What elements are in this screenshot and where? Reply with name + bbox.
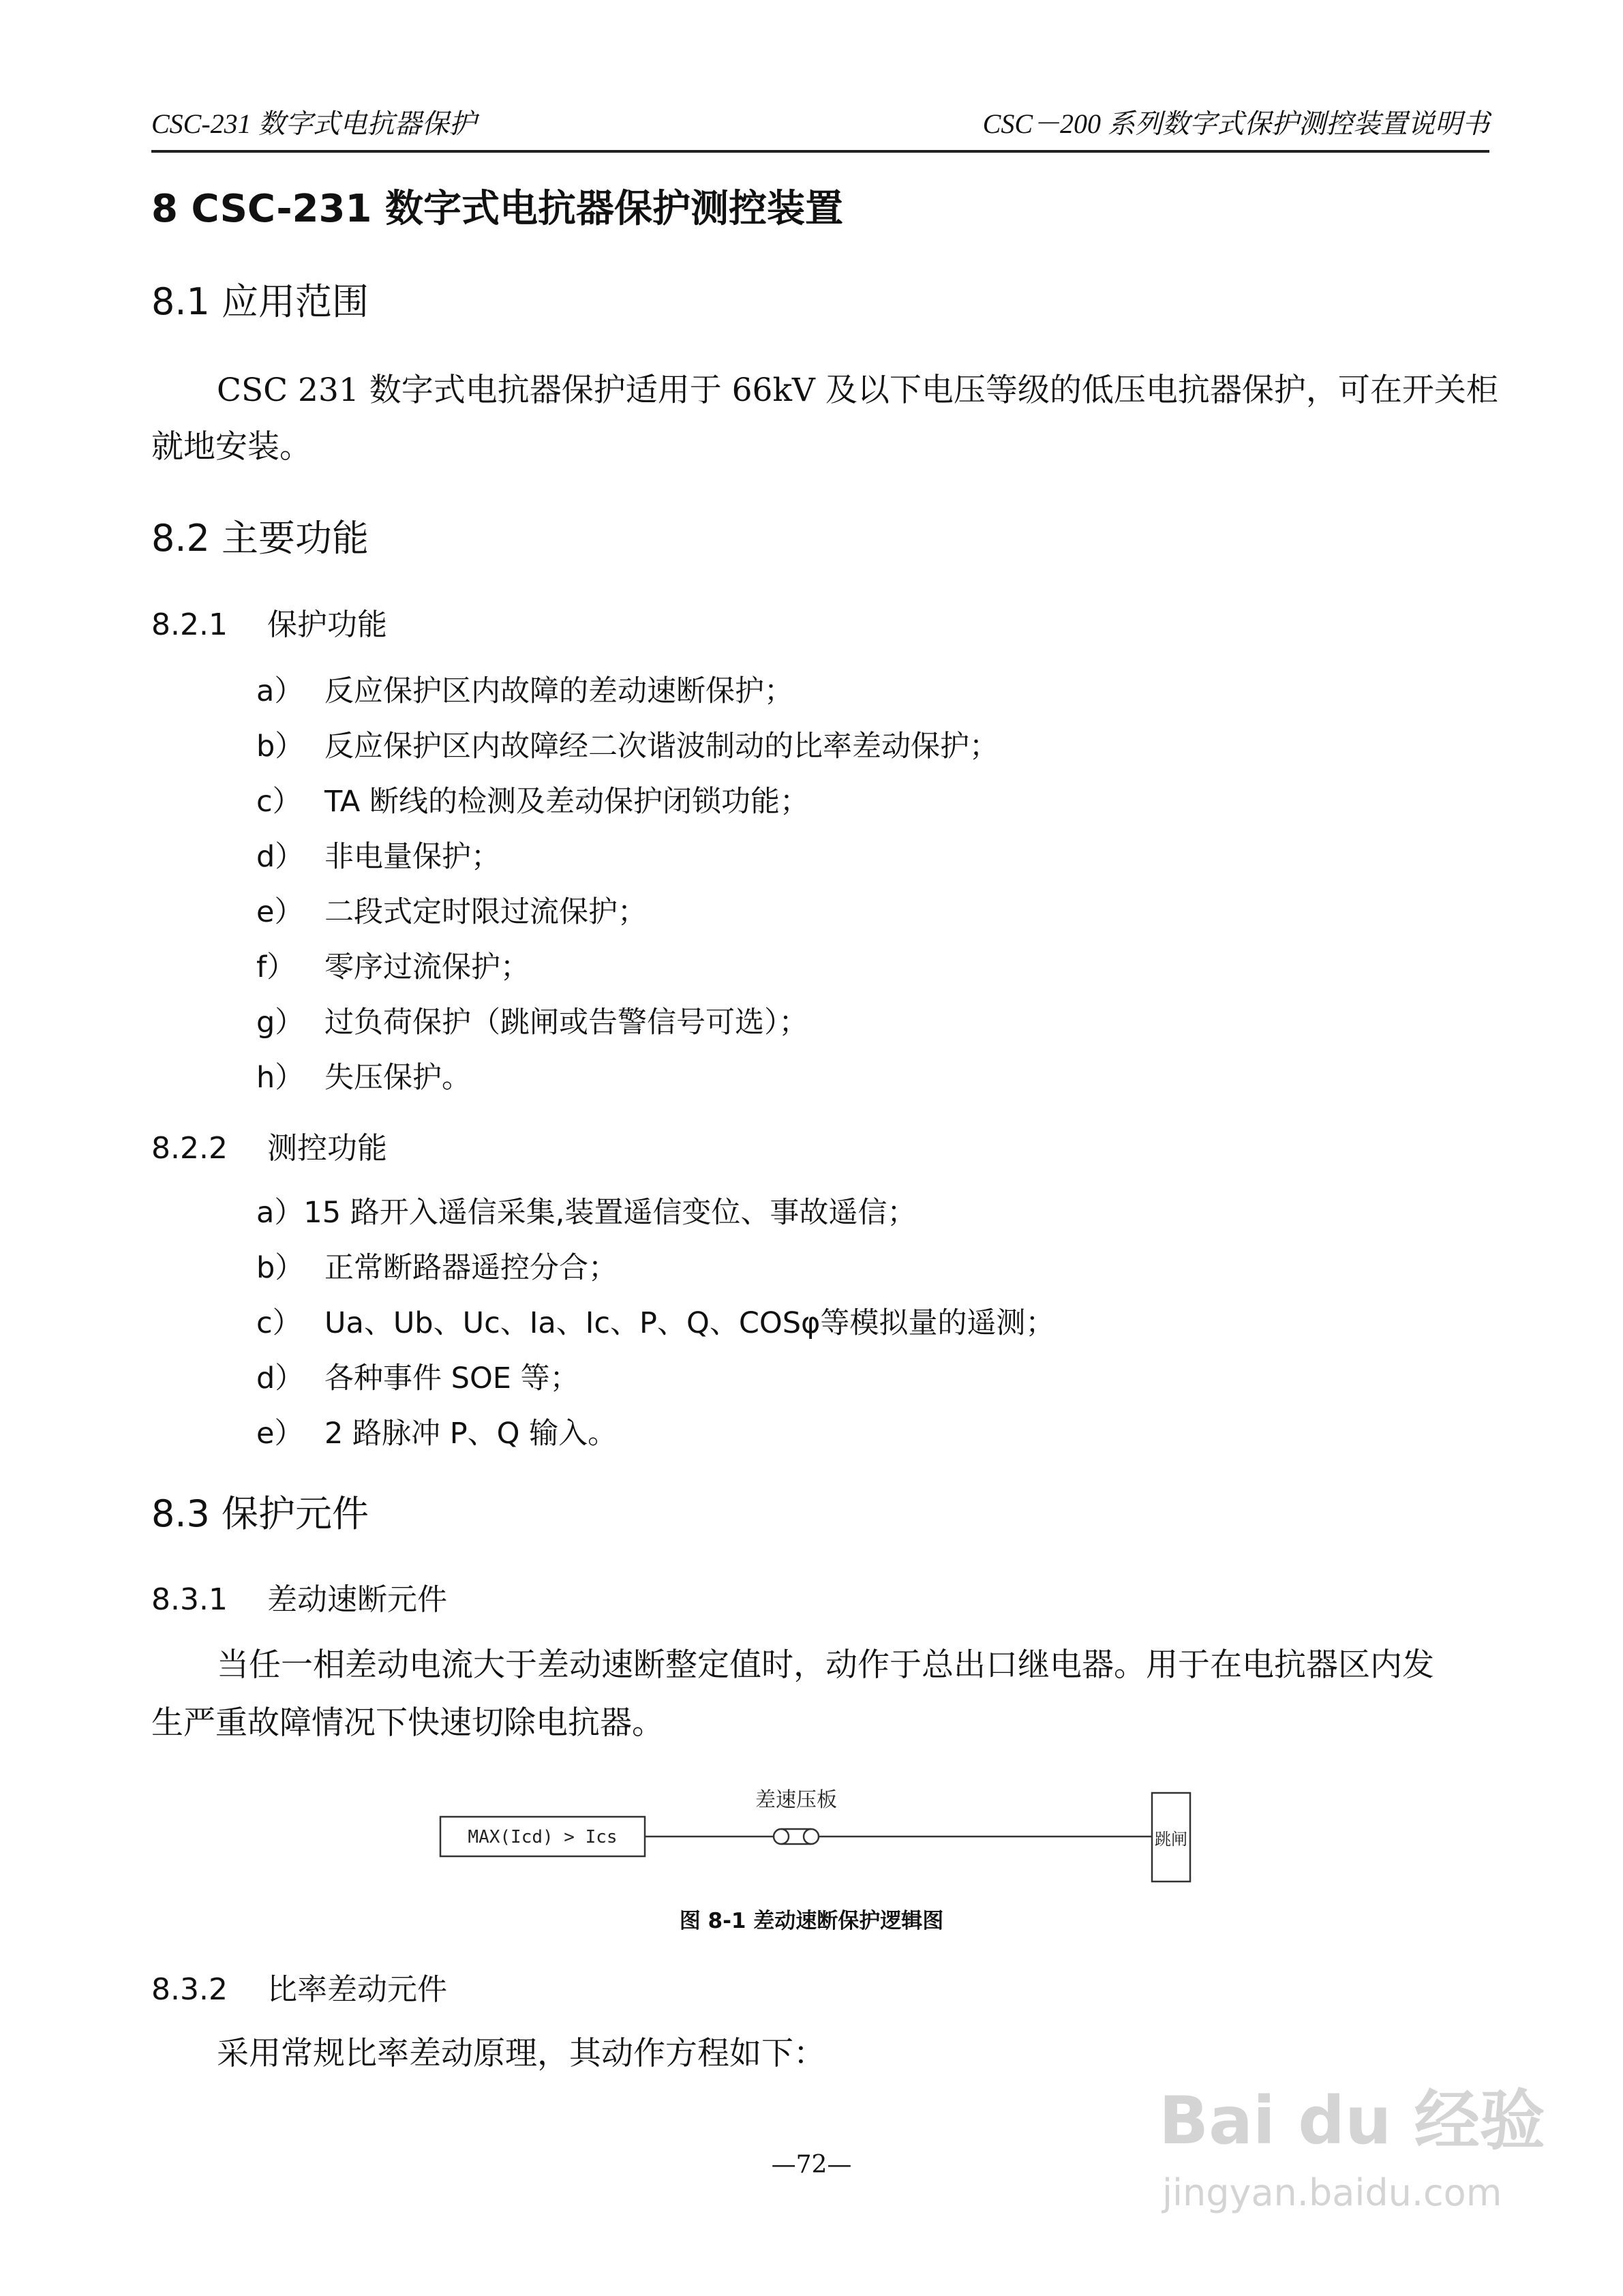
list-item-label: e） [256, 1417, 304, 1451]
list-item-label: b） [256, 1251, 305, 1285]
subsection-number: 8.3.1 [151, 1582, 228, 1617]
list-item-text: 15 路开入遥信采集,装置遥信变位、事故遥信； [303, 1196, 917, 1230]
list-item-label: a） [256, 674, 304, 708]
header-left: CSC-231 数字式电抗器保护 [151, 108, 476, 139]
switch-label: 差速压板 [755, 1788, 837, 1812]
list-item-text: 过负荷保护（跳闸或告警信号可选）； [324, 1006, 808, 1040]
list-item-text: 非电量保护； [324, 840, 500, 874]
section-8-3-title: 8.3 保护元件 [151, 1492, 369, 1535]
section-8-3-2-paragraph: 采用常规比率差动原理，其动作方程如下： [217, 2035, 825, 2072]
switch-contact-right [804, 1829, 819, 1844]
watermark-logo: Bai du 经验 [1159, 2083, 1545, 2159]
section-8-2-title: 8.2 主要功能 [151, 517, 369, 560]
list-item-text: 正常断路器遥控分合； [324, 1251, 618, 1285]
condition-box-label: MAX(Icd) > Ics [468, 1827, 618, 1847]
list-item-text: Ua、Ub、Uc、Ia、Ic、P、Q、COSφ等模拟量的遥测； [324, 1306, 1055, 1340]
subsection-number: 8.2.1 [151, 607, 228, 642]
list-item-label: a） [256, 1196, 304, 1230]
subsection-title: 比率差动元件 [267, 1972, 447, 2007]
list-item-label: c） [256, 785, 302, 819]
list-item-text: TA 断线的检测及差动保护闭锁功能； [324, 785, 810, 819]
list-item-text: 反应保护区内故障的差动速断保护； [324, 674, 793, 708]
list-item-text: 2 路脉冲 P、Q 输入。 [324, 1417, 618, 1451]
list-item-text: 各种事件 SOE 等； [324, 1361, 579, 1395]
list-item-label: h） [256, 1061, 305, 1095]
header-right: CSC－200 系列数字式保护测控装置说明书 [982, 108, 1489, 139]
list-item-label: d） [256, 1361, 305, 1395]
list-item-label: f） [256, 950, 297, 984]
watermark-url: jingyan.baidu.com [1162, 2171, 1502, 2214]
subsection-title: 测控功能 [267, 1131, 387, 1166]
subsection-8-3-2-heading [151, 1965, 447, 2008]
page-number: —72— [771, 2151, 852, 2179]
list-item-text: 反应保护区内故障经二次谐波制动的比率差动保护； [324, 729, 999, 764]
section-8-1-title: 8.1 应用范围 [151, 280, 369, 323]
subsection-number: 8.2.2 [151, 1131, 228, 1166]
figure-caption: 图 8-1 差动速断保护逻辑图 [679, 1909, 944, 1933]
chapter-title: 8 CSC-231 数字式电抗器保护测控装置 [151, 187, 843, 231]
list-item-label: e） [256, 895, 304, 929]
subsection-number: 8.3.2 [151, 1972, 228, 2007]
list-item-label: d） [256, 840, 305, 874]
switch-contact-left [774, 1829, 789, 1844]
section-8-1-paragraph-line1: CSC 231 数字式电抗器保护适用于 66kV 及以下电压等级的低压电抗器保护，可在开关柜 [217, 372, 1498, 409]
list-item-text: 失压保护。 [324, 1061, 471, 1095]
section-8-3-1-paragraph-line2: 生严重故障情况下快速切除电抗器。 [151, 1704, 664, 1742]
list-item-label: g） [256, 1006, 305, 1040]
list-item-label: b） [256, 729, 305, 764]
trip-label: 跳闸 [1155, 1830, 1187, 1849]
list-item-text: 零序过流保护； [324, 950, 530, 984]
list-item-label: c） [256, 1306, 302, 1340]
section-8-1-paragraph-line2: 就地安装。 [151, 428, 312, 466]
subsection-title: 保护功能 [267, 607, 387, 642]
subsection-title: 差动速断元件 [267, 1582, 447, 1617]
section-8-3-1-paragraph-line1: 当任一相差动电流大于差动速断整定值时，动作于总出口继电器。用于在电抗器区内发 [217, 1646, 1434, 1684]
list-item-text: 二段式定时限过流保护； [324, 895, 647, 929]
